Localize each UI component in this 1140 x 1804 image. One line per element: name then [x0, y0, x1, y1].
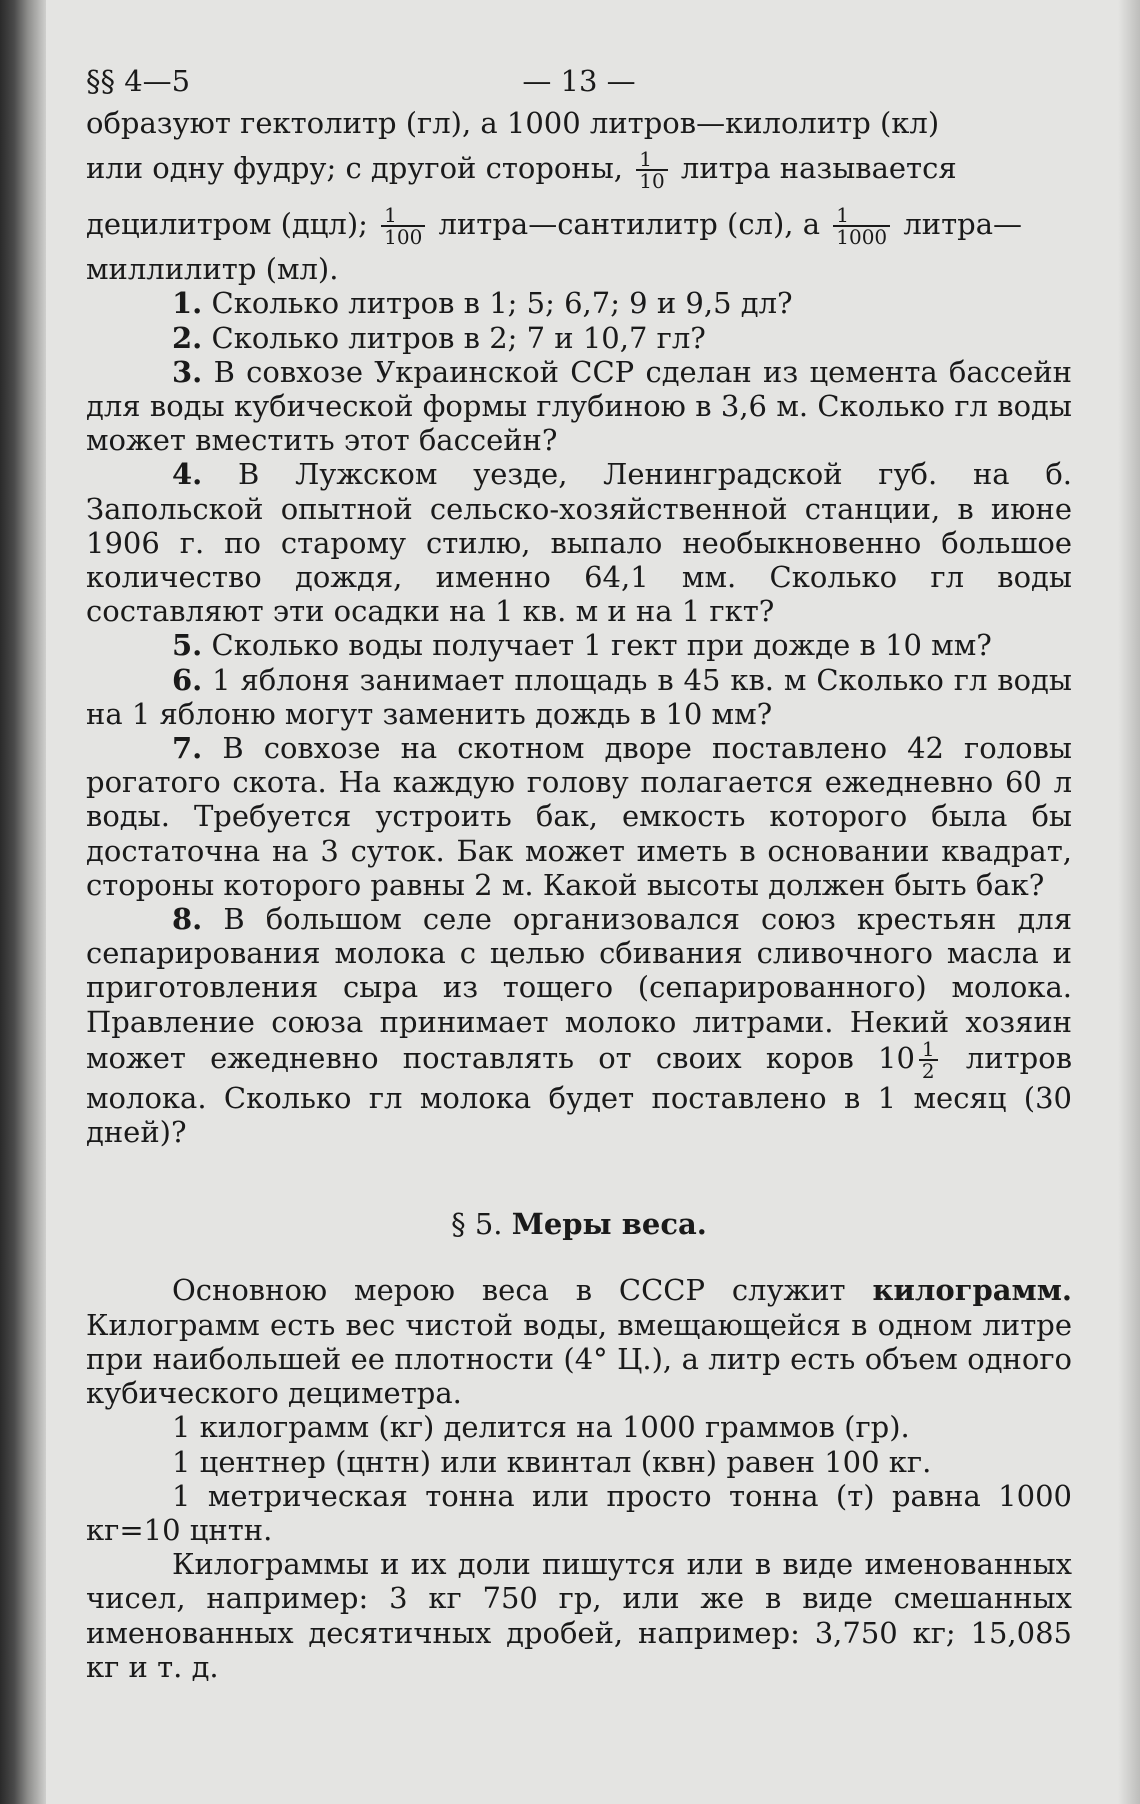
- fraction-numerator: 1: [636, 149, 667, 171]
- intro-paragraph: [86, 106, 1072, 286]
- section-number: § 5.: [451, 1207, 503, 1242]
- weights-text-continued: Килограмм есть вес чистой воды, вмещающейся в одном литре при наибольшей ее плотности (4° Ц.), а литр есть объем одного кубического дециметра.: [86, 1307, 1072, 1411]
- intro-line-3-text-a: децилитром (дцл);: [86, 207, 368, 242]
- section-reference: §§ 4—5: [86, 64, 191, 98]
- fraction-denominator: 1000: [836, 225, 888, 250]
- intro-line-4: миллилитр (мл).: [86, 252, 339, 287]
- intro-line-2-text-b: литра называется: [680, 151, 957, 186]
- problem-text: В Лужском уезде, Ленинградской губ. на б. Запольской опытной сельско-хозяйственной станции, в июне 1906 г. по старому стилю, выпало необыкновенно большое количество дождя, именно 64,1 мм. Сколько гл воды составляют эти осадки на 1 кв. м и на 1 гкт?: [86, 457, 1073, 629]
- intro-line-2-text-a: или одну фудру; с другой стороны,: [86, 151, 623, 186]
- problem-text: Сколько литров в 2; 7 и 10,7 гл?: [211, 320, 706, 355]
- problem-number: 4.: [172, 457, 203, 492]
- fraction-numerator: 1: [919, 1039, 938, 1061]
- problem-number: 1.: [172, 286, 203, 321]
- fraction-denominator: 10: [639, 169, 665, 194]
- fraction-one-half: [919, 1036, 938, 1083]
- section-heading: [86, 1207, 1072, 1241]
- page-number: — 13 —: [522, 64, 636, 98]
- problem-4: [86, 457, 1072, 628]
- intro-line-1: образуют гектолитр (гл), а 1000 литров—килолитр (кл): [86, 106, 940, 140]
- problem-3: [86, 355, 1072, 458]
- fraction-one-thousandth: [833, 203, 890, 250]
- section-title: Меры веса.: [511, 1207, 707, 1242]
- weights-paragraph-3: 1 центнер (цнтн) или квинтал (квн) равен 100 кг.: [172, 1444, 932, 1479]
- problem-text: В совхозе Украинской ССР сделан из цемента бассейн для воды кубической формы глубиною в 3,6 м. Сколько гл воды может вместить этот бассейн?: [86, 354, 1072, 458]
- problem-1: [86, 286, 1072, 320]
- problem-5: [86, 628, 1072, 662]
- problem-number: 5.: [172, 628, 203, 663]
- intro-line-3-text-b: литра—сантилитр (сл), а: [438, 207, 821, 242]
- mixed-number-whole: 10: [878, 1040, 915, 1075]
- fraction-denominator: 2: [921, 1058, 935, 1083]
- problem-8: [86, 902, 1072, 1149]
- problem-2: [86, 321, 1072, 355]
- intro-line-3-text-c: литра—: [903, 207, 1023, 242]
- fraction-denominator: 100: [384, 225, 423, 250]
- kilogram-term: килограмм.: [872, 1273, 1073, 1308]
- intro-line-3: [86, 196, 1072, 252]
- weights-text: Основною мерою веса в СССР служит: [172, 1273, 846, 1308]
- page-edge-shadow: [1118, 0, 1140, 1804]
- problem-text-continued: литров молока. Сколько гл молока будет поставлено в 1 месяц (30 дней)?: [86, 1040, 1073, 1150]
- problem-text: В совхозе на скотном дворе поставлено 42 головы рогатого скота. На каждую голову полагается ежедневно 60 л воды. Требуется устроить бак, емкость которого была бы достаточна на 3 суток. Бак может иметь в основании квадрат, стороны которого равны 2 м. Какой высоты должен быть бак?: [86, 731, 1072, 902]
- fraction-one-tenth: [636, 147, 667, 194]
- fraction-numerator: 1: [381, 205, 425, 227]
- problem-number: 6.: [172, 662, 203, 697]
- weights-paragraph-2: 1 килограмм (кг) делится на 1000 граммов (гр).: [172, 1410, 910, 1445]
- fraction-one-hundredth: [381, 203, 425, 250]
- weights-paragraph-5: Килограммы и их доли пишутся или в виде именованных чисел, например: 3 кг 750 гр, или же в виде смешанных именованных десятичных дробей, например: 3,750 кг; 15,085 кг и т. д.: [86, 1547, 1072, 1684]
- book-spine-shadow: [0, 0, 46, 1804]
- weights-paragraph-1: [86, 1273, 1072, 1410]
- problem-number: 7.: [172, 731, 203, 766]
- page-content: [86, 52, 1072, 1684]
- problem-number: 8.: [172, 902, 203, 937]
- fraction-numerator: 1: [833, 205, 890, 227]
- problem-text: В большом селе организовался союз крестьян для сепарирования молока с целью сбивания сливочного масла и приготовления сыра из тощего (сепарированного) молока. Правление союза принимает молоко литрами. Некий хозяин может ежедневно поставлять от своих коров: [86, 902, 1072, 1075]
- problem-6: [86, 663, 1072, 731]
- running-header: [86, 52, 1072, 106]
- problem-text: 1 яблоня занимает площадь в 45 кв. м Сколько гл воды на 1 яблоню могут заменить дождь в 10 мм?: [86, 662, 1072, 731]
- problem-number: 3.: [172, 354, 203, 389]
- problem-text: Сколько литров в 1; 5; 6,7; 9 и 9,5 дл?: [211, 286, 793, 321]
- problem-7: [86, 731, 1072, 902]
- problem-text: Сколько воды получает 1 гект при дожде в 10 мм?: [211, 628, 992, 663]
- intro-line-2: [86, 140, 1072, 196]
- weights-paragraph-4: 1 метрическая тонна или просто тонна (т) равна 1000 кг=10 цнтн.: [86, 1478, 1072, 1547]
- problem-number: 2.: [172, 320, 203, 355]
